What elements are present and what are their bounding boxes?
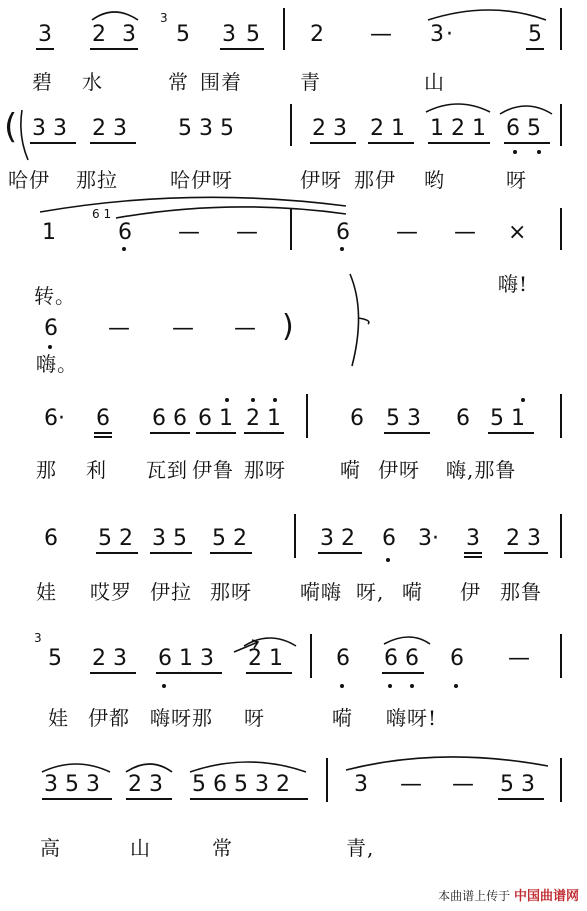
note: 2 1 [248,646,283,671]
underline [94,436,112,438]
note: 6 [336,646,350,671]
lyric: 那呀 [244,458,286,482]
note: 6 5 [506,116,541,141]
lyric: 山 [424,70,445,94]
note: 5 [48,646,62,671]
lyric: 嗨呀! [386,706,438,730]
note: — [108,316,130,341]
note: 6 [450,646,464,671]
note: 3 2 [320,526,355,551]
lyric: 呀, [356,580,385,604]
underline [526,48,544,50]
low-octave-dot [513,150,517,154]
underline [150,432,190,434]
note: — [370,22,392,47]
grace-note: 3 [34,631,42,645]
lyric: 那鲁 [500,580,542,604]
lyric: 伊 [460,580,481,604]
underline [464,556,482,558]
lyric: 那 [36,458,57,482]
note: — [234,316,256,341]
bar-line [290,104,292,146]
lyric: 转。 [34,284,76,308]
lyric: 嗨,那鲁 [446,458,517,482]
note: 3 5 [152,526,187,551]
note: 6 [44,316,58,341]
lyric: 哈伊呀 [170,168,233,192]
underline [310,142,356,144]
note: 5 3 [500,772,535,797]
underline [318,552,362,554]
note: 3 3 [32,116,67,141]
low-octave-dot [122,247,126,251]
bar-line [560,208,562,250]
footer-source [438,885,579,904]
bar-line [290,208,292,250]
note: 3 [222,22,236,47]
grace-note: 3 [160,11,168,25]
underline [488,432,534,434]
low-octave-dot [340,247,344,251]
lyric: 伊鲁 [192,458,234,482]
lyric: 呀 [506,168,527,192]
note: 5 2 [98,526,133,551]
lyric: 嗬嗨 [300,580,342,604]
low-octave-dot [162,684,166,688]
note: 6 [456,406,470,431]
note: 2 3 [128,772,163,797]
high-octave-dot [273,398,277,402]
note: — [236,220,258,245]
note: — [172,316,194,341]
underline [504,552,548,554]
note: 5 6 5 3 2 [192,772,290,797]
lyric: 常 [168,70,189,94]
low-octave-dot [48,345,52,349]
lyric: 呀 [244,706,265,730]
note: — [400,772,422,797]
low-octave-dot [340,684,344,688]
note: 2 1 [246,406,281,431]
underline [90,142,136,144]
low-octave-dot [388,684,392,688]
lyric: 伊都 [88,706,130,730]
lyric: 哈伊 [8,168,50,192]
bar-line [560,394,562,438]
note: 3· [418,526,439,551]
underline [96,552,138,554]
note: 6 [382,526,396,551]
bar-line [326,758,328,802]
lyric: 青 [300,70,321,94]
bar-line [560,104,562,146]
lyric: 那伊 [354,168,396,192]
lyric: 嗬 [402,580,423,604]
lyric: 那呀 [210,580,252,604]
lyric: 碧 [32,70,53,94]
note: 2 3 [92,646,127,671]
lyric: 利 [86,458,107,482]
note: 6 [96,406,110,431]
lyric: 常 [212,836,233,860]
underline [504,142,550,144]
note: 5 [176,22,190,47]
note: 5 1 [490,406,525,431]
underline [36,48,54,50]
note: 6 [350,406,364,431]
lyric: 伊呀 [378,458,420,482]
note: 3 [38,22,52,47]
lyric: 嗨! [498,272,529,296]
note: 5 [528,22,542,47]
note: 6 1 [198,406,233,431]
note: — [508,646,530,671]
bar-line [294,514,296,558]
note: — [178,220,200,245]
note: 6 6 [152,406,187,431]
note: 3 [466,526,480,551]
underline [190,798,308,800]
note: 3 [430,22,444,47]
lyric: 嗨呀那 [150,706,213,730]
note: 6 6 [384,646,419,671]
note: 1 2 1 [430,116,486,141]
footer-text: 本曲谱上传于 [438,889,511,903]
underline [210,552,252,554]
high-octave-dot [521,398,525,402]
low-octave-dot [454,684,458,688]
note: × [508,220,527,245]
underline [126,798,172,800]
bar-line [560,634,562,678]
underline [382,672,424,674]
underline [94,432,112,434]
lyric: 那拉 [76,168,118,192]
lyric: 娃 [36,580,57,604]
lyric: 山 [130,836,151,860]
note: 5 3 [386,406,421,431]
low-octave-dot [386,558,390,562]
lyric: 娃 [48,706,69,730]
note: · [446,22,453,47]
note: 2 3 [92,116,127,141]
note: 6 [118,220,132,245]
close-paren: ) [282,309,294,344]
note: 2 3 [312,116,347,141]
bar-line [560,514,562,558]
note: 2 1 [370,116,405,141]
underline [244,432,284,434]
lyric: 青, [346,836,375,860]
lyric: 哟 [424,168,445,192]
note: 6 1 3 [158,646,214,671]
underline [246,672,292,674]
note: 2 [310,22,324,47]
lyric: 嗬 [332,706,353,730]
underline [368,142,414,144]
note: 5 3 5 [178,116,234,141]
lyric: 瓦到 [146,458,188,482]
note: 2 3 [506,526,541,551]
lyric: 伊拉 [150,580,192,604]
high-octave-dot [251,398,255,402]
note: 2 [92,22,106,47]
underline [150,552,192,554]
note: — [396,220,418,245]
underline [156,672,222,674]
bar-line [306,394,308,438]
lyric: 伊呀 [300,168,342,192]
grace-note: 6 1 [92,207,112,221]
lyric: 嗬 [340,458,361,482]
site-logo: 中国曲谱网 [513,889,579,904]
note: — [452,772,474,797]
lyric: 高 [40,836,61,860]
low-octave-dot [410,684,414,688]
bar-line [560,758,562,802]
note: 5 2 [212,526,247,551]
lyric: 围着 [200,70,242,94]
underline [384,432,430,434]
underline [428,142,490,144]
underline [498,798,544,800]
underline [464,552,482,554]
lyric: 哎罗 [90,580,132,604]
note: 3 5 3 [44,772,100,797]
underline [42,798,112,800]
open-paren: ( [4,107,18,147]
lyric: 水 [82,70,103,94]
note: 3 [122,22,136,47]
bar-line [310,634,312,678]
lyric: 嗨。 [36,352,78,376]
underline [196,432,236,434]
underline [30,142,76,144]
note: 6· [44,406,65,431]
bar-line [283,8,285,50]
underline [220,48,264,50]
note: 1 [42,220,56,245]
low-octave-dot [537,150,541,154]
note: 6 [44,526,58,551]
bar-line [560,8,562,50]
note: 6 [336,220,350,245]
note: 5 [246,22,260,47]
high-octave-dot [225,398,229,402]
underline [90,48,138,50]
note: — [454,220,476,245]
note: 3 [354,772,368,797]
underline [90,672,136,674]
